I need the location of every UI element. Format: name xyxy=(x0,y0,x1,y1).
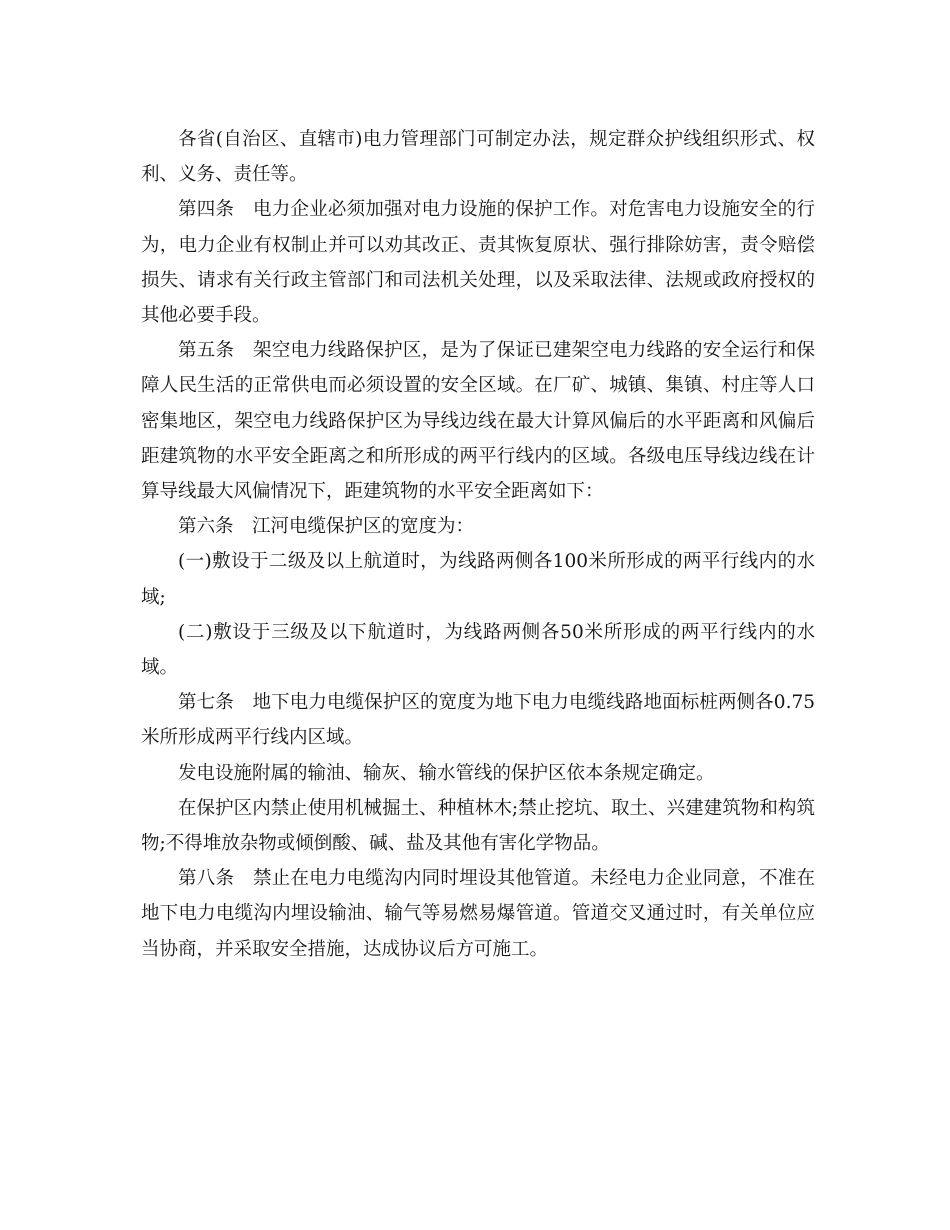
paragraph-article-4: 第四条 电力企业必须加强对电力设施的保护工作。对危害电力设施安全的行为，电力企业有权制止并可以劝其改正、责其恢复原状、强行排除妨害，责令赔偿损失、请求有关行政主管部门和司法机关处理，以及采取法律、法规或政府授权的其他必要手段。 xyxy=(141,199,815,327)
paragraph-prohibitions: 在保护区内禁止使用机械掘土、种植林木;禁止挖坑、取土、兴建建筑物和构筑物;不得堆放杂物或倾倒酸、碱、盐及其他有害化学物品。 xyxy=(141,797,815,855)
paragraph-article-5: 第五条 架空电力线路保护区，是为了保证已建架空电力线路的安全运行和保障人民生活的正常供电而必须设置的安全区域。在厂矿、城镇、集镇、村庄等人口密集地区，架空电力线路保护区为导线边线在最大计算风偏后的水平距离和风偏后距建筑物的水平安全距离之和所形成的两平行线内的区域。各级电压导线边线在计算导线最大风偏情况下，距建筑物的水平安全距离如下： xyxy=(141,340,815,503)
document-body xyxy=(141,122,815,967)
paragraph-article-7: 第七条 地下电力电缆保护区的宽度为地下电力电缆线路地面标桩两侧各0.75米所形成两平行线内区域。 xyxy=(141,692,815,749)
paragraph-article-6-item-1: (一)敷设于二级及以上航道时，为线路两侧各100米所形成的两平行线内的水域; xyxy=(141,551,815,608)
paragraph-mass-line-protection: 各省(自治区、直辖市)电力管理部门可制定办法，规定群众护线组织形式、权利、义务、责任等。 xyxy=(141,129,815,186)
paragraph-article-6-item-2: (二)敷设于三级及以下航道时，为线路两侧各50米所形成的两平行线内的水域。 xyxy=(141,621,815,679)
paragraph-pipeline-protection: 发电设施附属的输油、输灰、输水管线的保护区依本条规定确定。 xyxy=(178,762,715,784)
paragraph-article-6: 第六条 江河电缆保护区的宽度为： xyxy=(178,516,475,538)
paragraph-article-8: 第八条 禁止在电力电缆沟内同时埋设其他管道。未经电力企业同意，不准在地下电力电缆沟内埋设输油、输气等易燃易爆管道。管道交叉通过时，有关单位应当协商，并采取安全措施，达成协议后方可施工。 xyxy=(141,868,815,960)
